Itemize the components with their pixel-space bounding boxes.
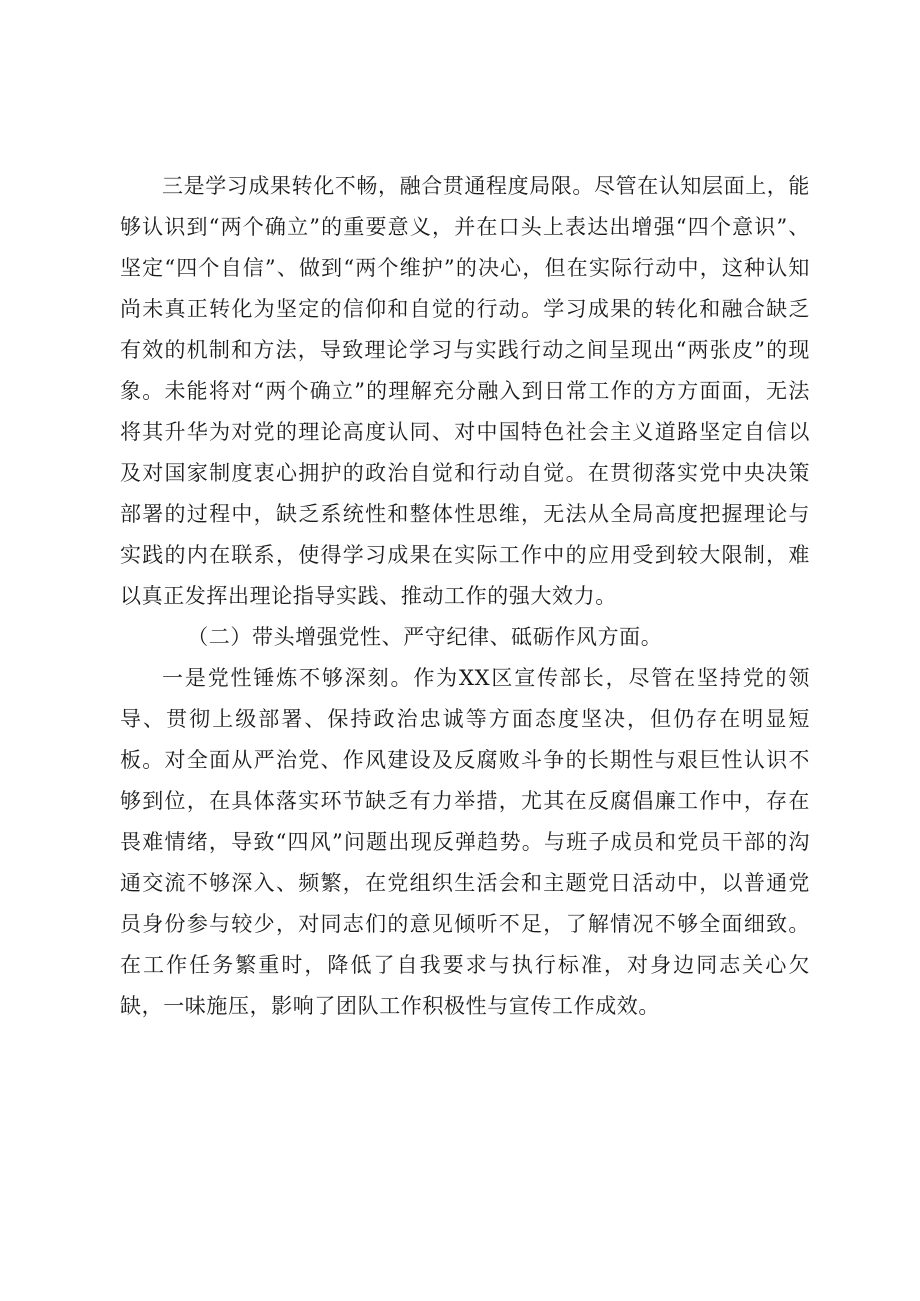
document-body	[120, 166, 810, 1027]
paragraph-party-spirit: 一是党性锤炼不够深刻。作为XX区宣传部长，尽管在坚持党的领导、贯彻上级部署、保持政治忠诚等方面态度坚决，但仍存在明显短板。对全面从严治党、作风建设及反腐败斗争的长期性与艰巨性认识不够到位，在具体落实环节缺乏有力举措，尤其在反腐倡廉工作中，存在畏难情绪，导致“四风”问题出现反弹趋势。与班子成员和党员干部的沟通交流不够深入、频繁，在党组织生活会和主题党日活动中，以普通党员身份参与较少，对同志们的意见倾听不足，了解情况不够全面细致。在工作任务繁重时，降低了自我要求与执行标准，对身边同志关心欠缺，一味施压，影响了团队工作积极性与宣传工作成效。	[120, 666, 810, 1018]
paragraph-learning-outcomes: 三是学习成果转化不畅，融合贯通程度局限。尽管在认知层面上，能够认识到“两个确立”的重要意义，并在口头上表达出增强“四个意识”、坚定“四个自信”、做到“两个维护”的决心，但在实际行动中，这种认知尚未真正转化为坚定的信仰和自觉的行动。学习成果的转化和融合缺乏有效的机制和方法，导致理论学习与实践行动之间呈现出“两张皮”的现象。未能将对“两个确立”的理解充分融入到日常工作的方方面面，无法将其升华为对党的理论高度认同、对中国特色社会主义道路坚定自信以及对国家制度衷心拥护的政治自觉和行动自觉。在贯彻落实党中央决策部署的过程中，缺乏系统性和整体性思维，无法从全局高度把握理论与实践的内在联系，使得学习成果在实际工作中的应用受到较大限制，难以真正发挥出理论指导实践、推动工作的强大效力。	[120, 174, 810, 608]
section-heading: （二）带头增强党性、严守纪律、砥砺作风方面。	[187, 625, 663, 649]
